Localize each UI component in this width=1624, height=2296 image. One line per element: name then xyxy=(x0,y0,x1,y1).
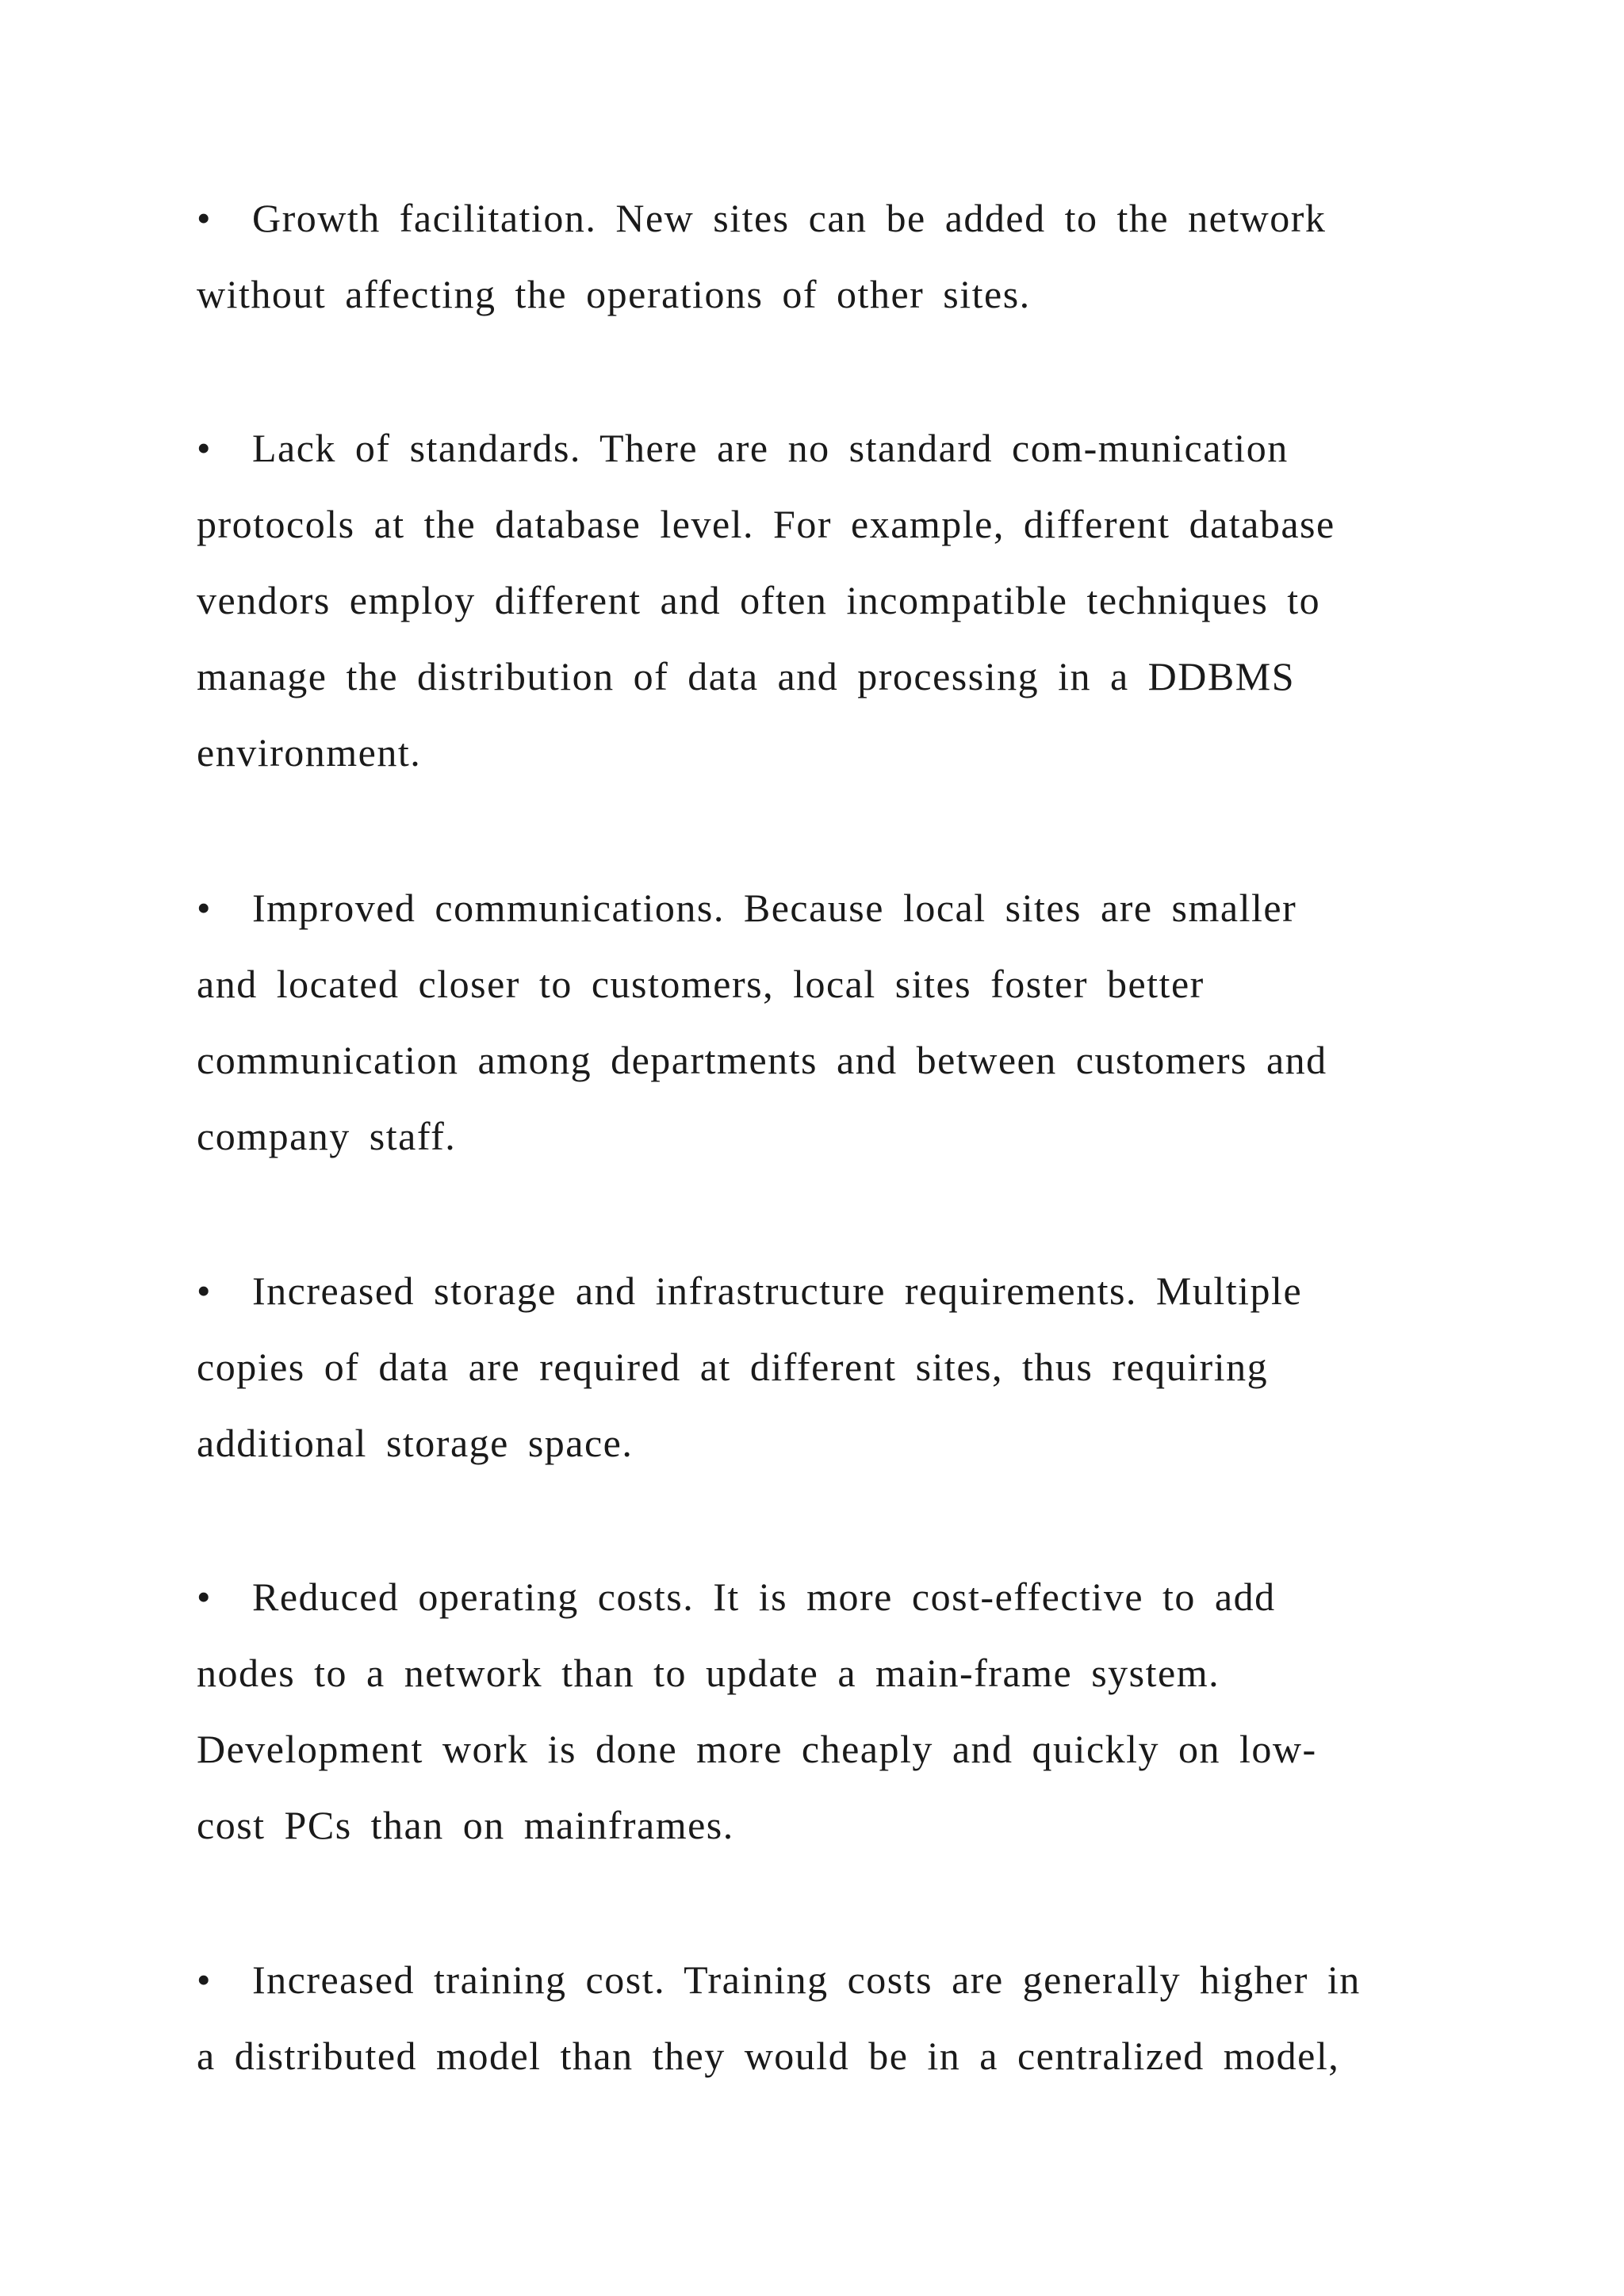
paragraph-line xyxy=(197,424,1289,472)
line-text: Increased training cost. Training costs are generally higher in xyxy=(252,1957,1361,2002)
paragraph-line xyxy=(197,500,1335,548)
paragraph-line xyxy=(197,1267,1302,1314)
paragraph-line xyxy=(197,576,1320,624)
line-text: Growth facilitation. New sites can be added to the network xyxy=(252,196,1327,240)
paragraph-line xyxy=(197,270,1031,318)
line-text: Development work is done more cheaply and quickly on low- xyxy=(197,1727,1317,1771)
paragraph-line xyxy=(197,2032,1339,2080)
line-text: company staff. xyxy=(197,1114,457,1158)
paragraph-line xyxy=(197,1343,1268,1391)
paragraph-line xyxy=(197,652,1295,700)
line-text: Lack of standards. There are no standard com-munication xyxy=(252,426,1289,470)
line-text: environment. xyxy=(197,730,422,775)
line-text: a distributed model than they would be in a centralized model, xyxy=(197,2034,1340,2078)
paragraph-line xyxy=(197,1801,734,1849)
paragraph-line xyxy=(197,884,1297,932)
bullet-marker: • xyxy=(197,426,213,470)
line-text: Increased storage and infrastructure requirements. Multiple xyxy=(252,1269,1303,1313)
line-text: manage the distribution of data and processing in a DDBMS xyxy=(197,654,1295,698)
line-text: Reduced operating costs. It is more cost-effective to add xyxy=(252,1575,1276,1619)
paragraph-line xyxy=(197,1573,1276,1621)
paragraph-line xyxy=(197,194,1326,242)
paragraph-line xyxy=(197,1956,1361,2003)
line-text: without affecting the operations of other sites. xyxy=(197,272,1031,316)
line-text: protocols at the database level. For example, different database xyxy=(197,502,1335,546)
line-text: nodes to a network than to update a main-frame system. xyxy=(197,1651,1220,1695)
bullet-marker: • xyxy=(197,886,213,930)
bullet-marker: • xyxy=(197,1575,213,1619)
paragraph-line xyxy=(197,1036,1327,1084)
bullet-marker: • xyxy=(197,196,213,240)
paragraph-line xyxy=(197,1419,633,1467)
paragraph-line xyxy=(197,1112,456,1160)
paragraph-line xyxy=(197,960,1205,1008)
line-text: and located closer to customers, local sites foster better xyxy=(197,962,1205,1006)
paragraph-line xyxy=(197,1725,1317,1773)
paragraph-line xyxy=(197,1649,1220,1697)
bullet-marker: • xyxy=(197,1957,213,2002)
line-text: additional storage space. xyxy=(197,1421,634,1465)
line-text: communication among departments and between customers and xyxy=(197,1038,1327,1082)
line-text: Improved communications. Because local sites are smaller xyxy=(252,886,1297,930)
line-text: vendors employ different and often incompatible techniques to xyxy=(197,578,1321,622)
line-text: cost PCs than on mainframes. xyxy=(197,1803,734,1847)
paragraph-line xyxy=(197,729,421,776)
bullet-marker: • xyxy=(197,1269,213,1313)
line-text: copies of data are required at different sites, thus requiring xyxy=(197,1345,1269,1389)
